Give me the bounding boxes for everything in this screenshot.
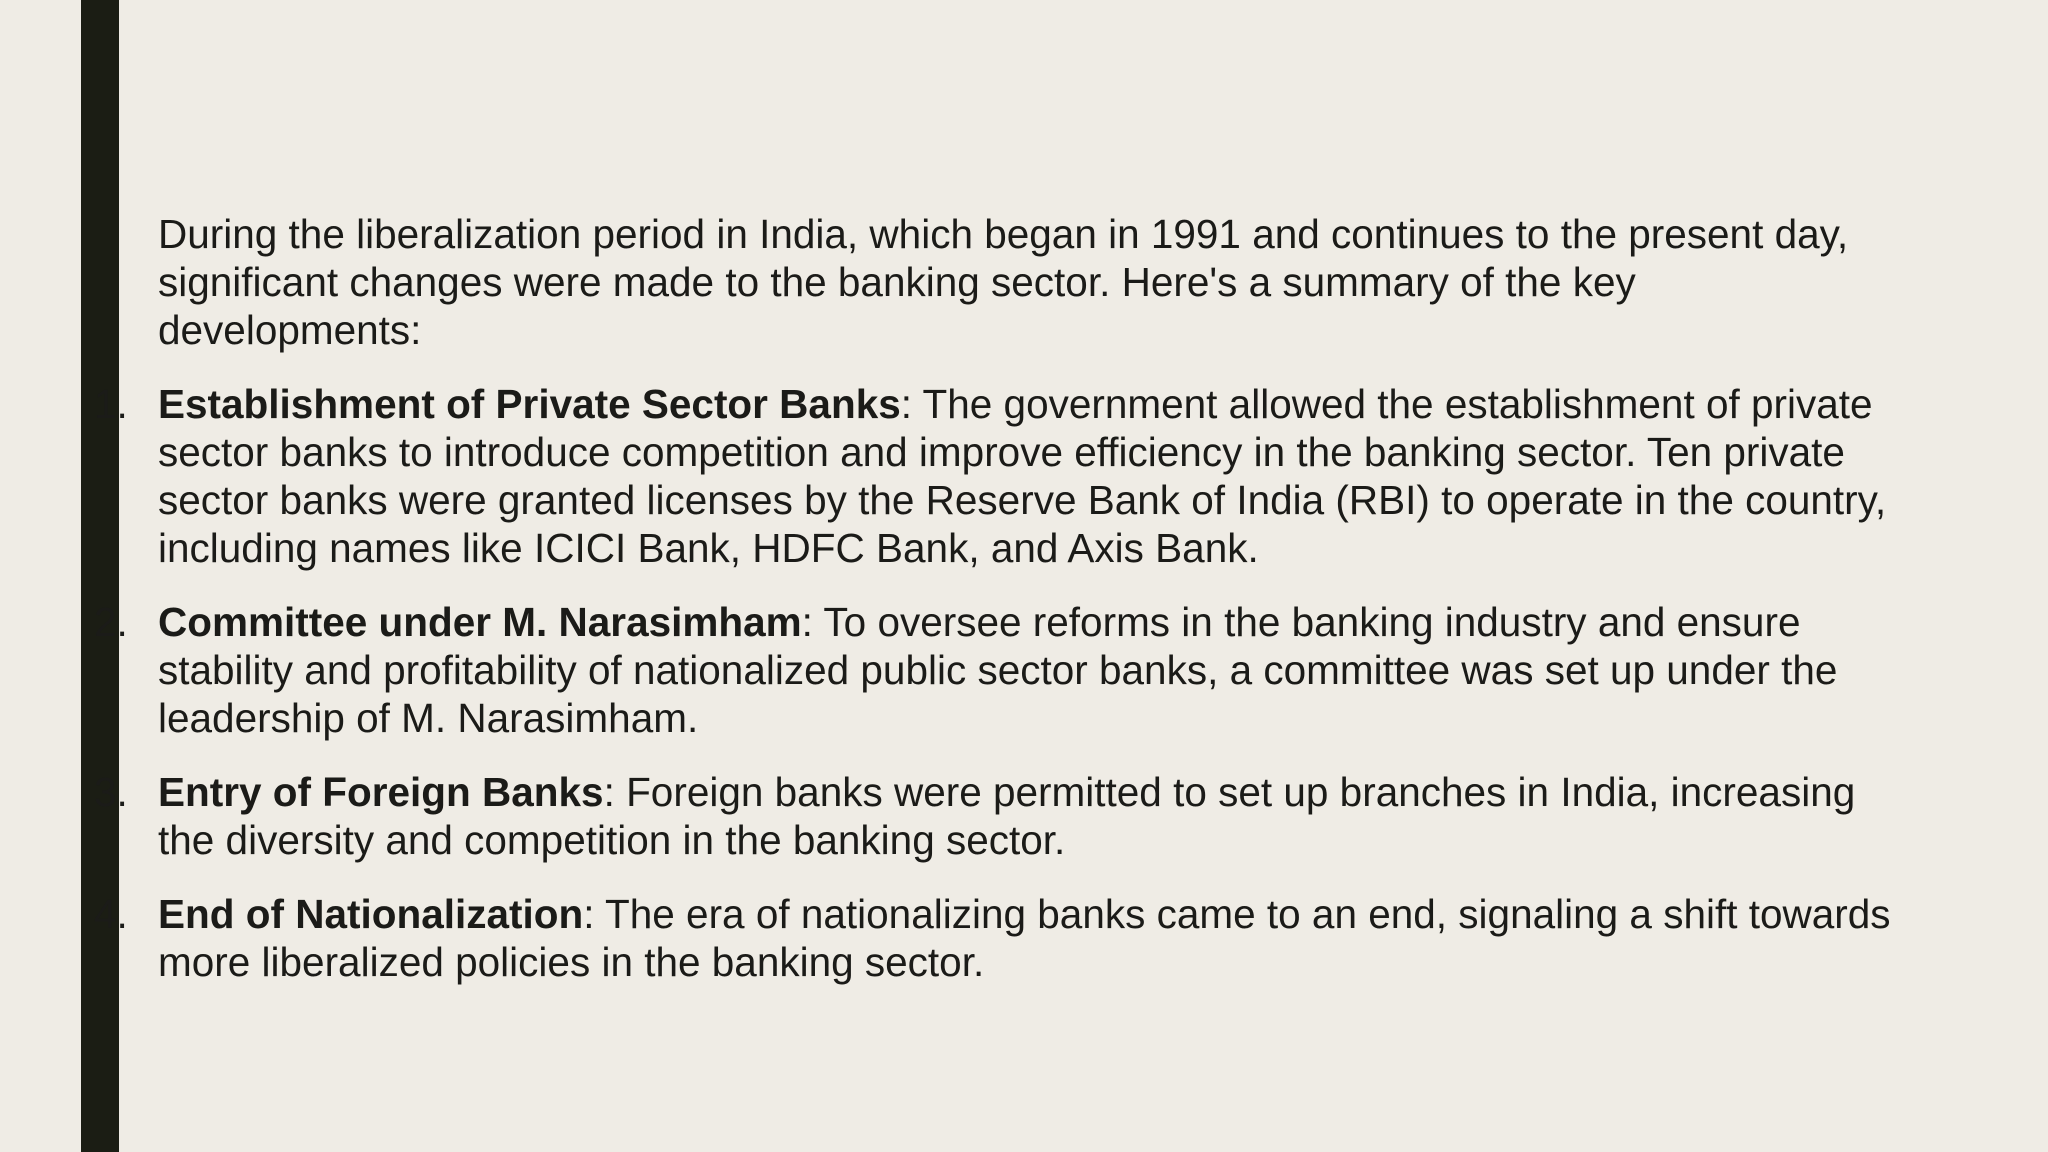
square-bullet-icon: [96, 229, 110, 243]
list-item: [94, 598, 1898, 742]
list-item-title: Committee under M. Narasimham: [158, 599, 802, 645]
list-number: 4.: [94, 891, 128, 937]
slide-body: [94, 210, 1898, 1012]
list-item: [94, 380, 1898, 572]
list-number: 2.: [94, 599, 128, 645]
list-item-text: : The era of nationalizing banks came to an end, signaling a shift towards more liberalized policies in the banking sector.: [158, 891, 1891, 985]
list-item-text: : The government allowed the establishment of private sector banks to introduce competition and improve efficiency in the banking sector. Ten private sector banks were granted licenses by the Reserve Bank of India (RBI) to operate in the country, including names like ICICI Bank, HDFC Bank, and Axis Bank.: [158, 381, 1887, 571]
list-item-title: End of Nationalization: [158, 891, 584, 937]
list-item-text: : To oversee reforms in the banking industry and ensure stability and profitability of nationalized public sector banks, a committee was set up under the leadership of M. Narasimham.: [158, 599, 1838, 741]
intro-text: During the liberalization period in India, which began in 1991 and continues to the present day, significant changes were made to the banking sector. Here's a summary of the key developments:: [158, 211, 1849, 353]
list-item-text: : Foreign banks were permitted to set up branches in India, increasing the diversity and competition in the banking sector.: [158, 769, 1856, 863]
list-number: 1.: [94, 381, 128, 427]
left-accent-bar: [81, 0, 119, 1152]
list-item-title: Establishment of Private Sector Banks: [158, 381, 901, 427]
list-number: 3.: [94, 769, 128, 815]
intro-paragraph: [158, 210, 1898, 354]
list-item: [94, 768, 1898, 864]
list-item: [94, 890, 1898, 986]
list-item-title: Entry of Foreign Banks: [158, 769, 604, 815]
